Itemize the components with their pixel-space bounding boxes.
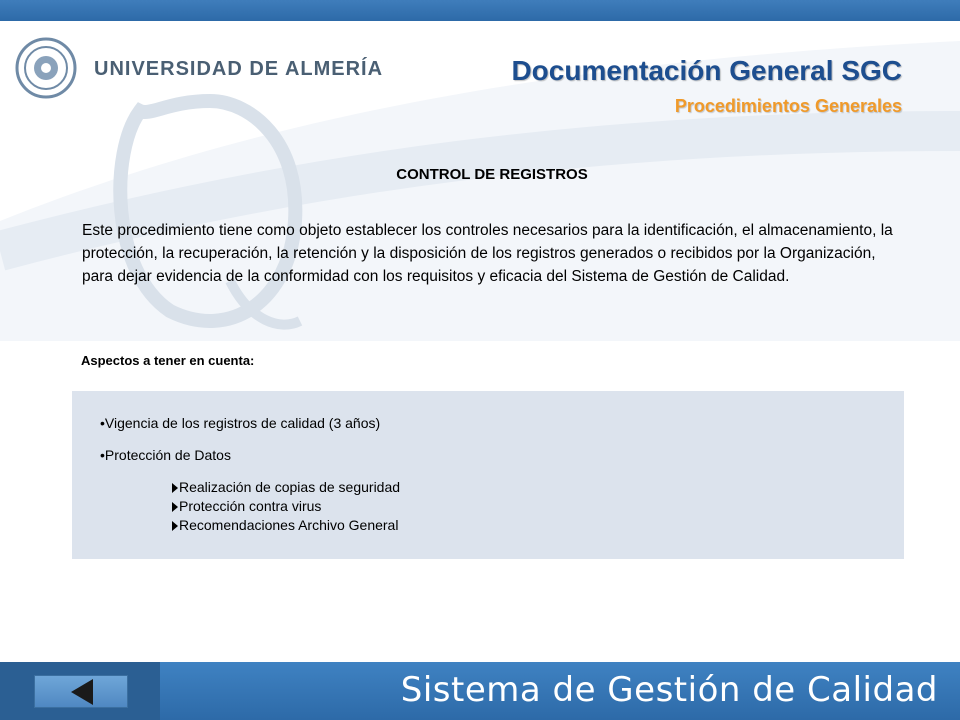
- page-subtitle: Procedimientos Generales: [674, 96, 902, 116]
- intro-paragraph: Este procedimiento tiene como objeto establecer los controles necesarios para la identificación, el almacenamiento, la protección, la recuperación, la retención y la disposición de los registros generados o recibidos por la Organización, para dejar evidencia de la conformidad con los requisitos y eficacia del Sistema de Gestión de Calidad.: [82, 222, 893, 285]
- list-item: •Protección de Datos: [100, 447, 231, 463]
- list-item: •Vigencia de los registros de calidad (3 años): [100, 415, 381, 431]
- university-name: UNIVERSIDAD DE ALMERÍA: [94, 58, 384, 80]
- top-bar: [0, 0, 960, 21]
- footer-title: Sistema de Gestión de Calidad: [400, 670, 938, 710]
- back-button[interactable]: [34, 675, 128, 708]
- sub-list-item: Realización de copias de seguridad: [172, 479, 400, 495]
- aspects-label: Aspectos a tener en cuenta:: [81, 353, 255, 368]
- triangle-bullet-icon: [172, 502, 178, 512]
- sub-list-item: Protección contra virus: [172, 498, 321, 514]
- triangle-bullet-icon: [172, 483, 178, 493]
- footer-bar: [0, 662, 960, 720]
- section-heading: CONTROL DE REGISTROS: [396, 166, 588, 183]
- university-seal-icon: [14, 36, 78, 100]
- triangle-bullet-icon: [172, 521, 178, 531]
- university-logo[interactable]: [12, 36, 384, 96]
- footer-nav-panel: [0, 662, 160, 720]
- sub-list-item: Recomendaciones Archivo General: [172, 517, 398, 533]
- left-arrow-icon: [71, 679, 93, 705]
- page-title: Documentación General SGC: [511, 55, 902, 86]
- aspects-box: [72, 391, 904, 559]
